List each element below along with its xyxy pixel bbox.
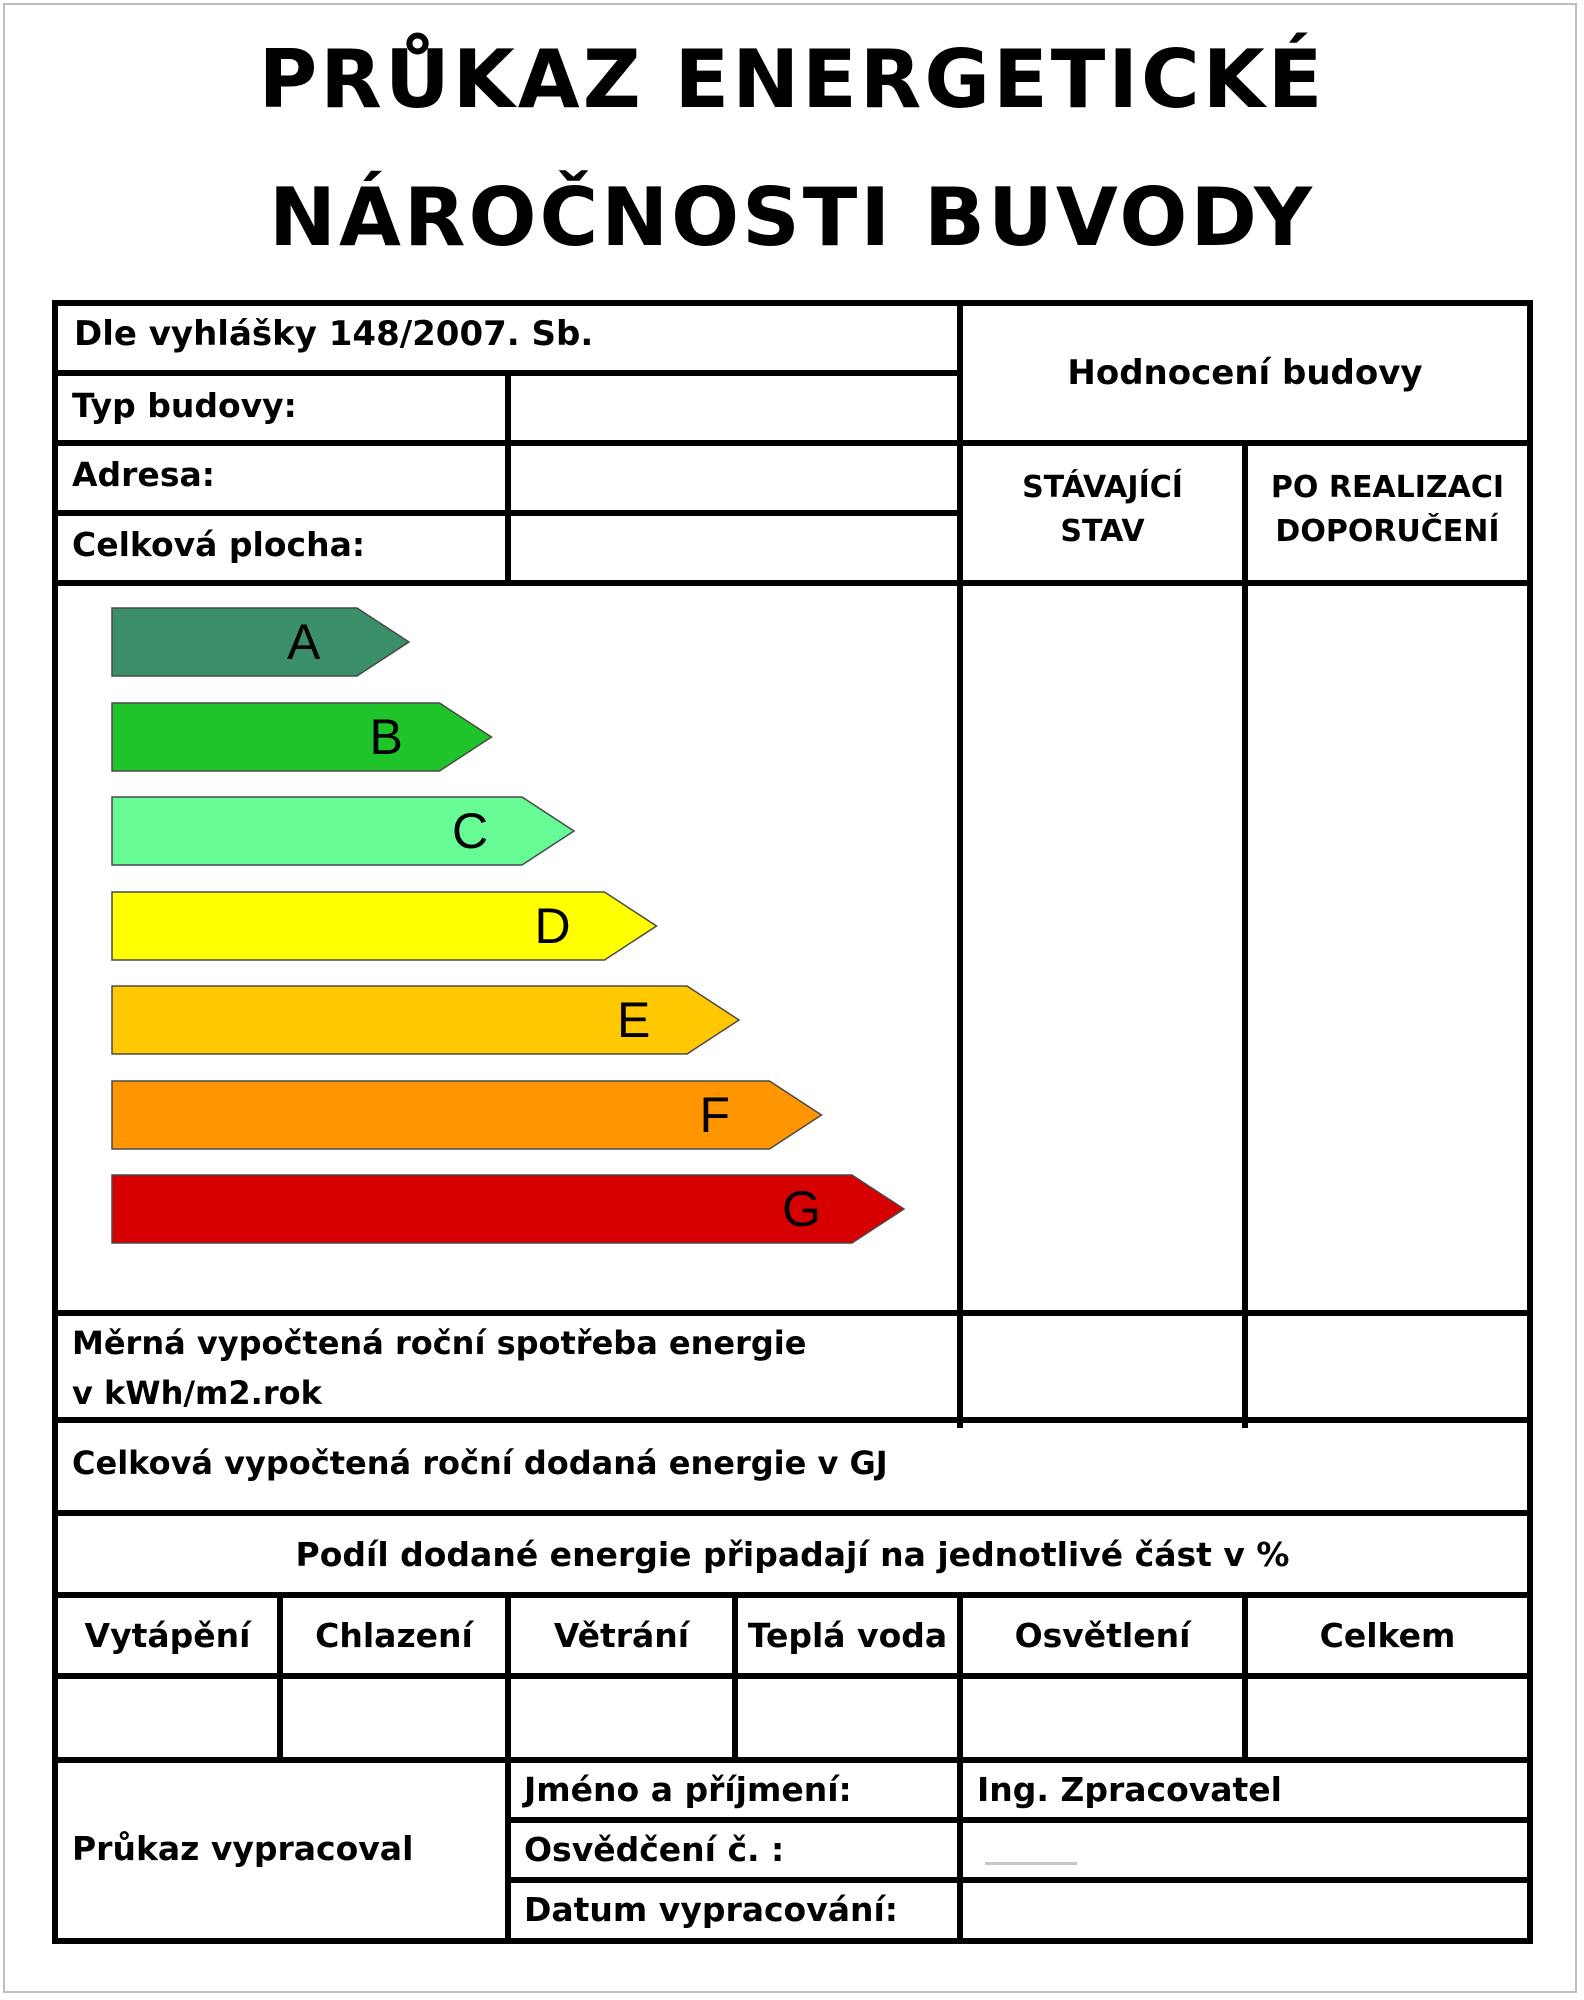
specific-consumption-label <box>72 1318 806 1418</box>
name-label: Jméno a příjmení: <box>524 1770 852 1809</box>
energy-class-g-arrow <box>112 1175 904 1243</box>
current-state-header <box>963 466 1242 554</box>
name-value: Ing. Zpracovatel <box>977 1770 1282 1809</box>
address-label: Adresa: <box>72 455 215 494</box>
divider <box>52 1310 1533 1316</box>
building-rating-title: Hodnocení budovy <box>1067 353 1423 393</box>
energy-class-e-arrow <box>112 986 739 1054</box>
after-recommendation-header-line-1: PO REALIZACI <box>1270 470 1505 505</box>
energy-class-c-arrow <box>112 797 574 865</box>
energy-class-c-letter: C <box>452 803 489 859</box>
table-border-right <box>1527 300 1533 1944</box>
document-title-line-1: PRŮKAZ ENERGETICKÉ <box>258 33 1326 126</box>
energy-class-b-arrow <box>112 703 492 771</box>
energy-class-b-letter: B <box>369 708 403 765</box>
regulation-label: Dle vyhlášky 148/2007. Sb. <box>74 314 594 354</box>
after-recommendation-header <box>1248 466 1527 554</box>
divider <box>505 1877 1533 1883</box>
table-border-left <box>52 300 58 1944</box>
current-state-header-line-2: STAV <box>1060 514 1145 549</box>
divider <box>505 370 511 586</box>
energy-share-title: Podíl dodané energie připadají na jednotlivé část v % <box>295 1534 1290 1574</box>
prepared-by-label: Průkaz vypracoval <box>72 1829 414 1868</box>
energy-class-e-letter: E <box>617 992 651 1048</box>
share-col-ventilation: Větrání <box>553 1616 690 1655</box>
energy-class-a-arrow <box>112 608 409 676</box>
energy-class-g-letter: G <box>782 1181 821 1237</box>
certificate-label: Osvědčení č. : <box>524 1830 785 1869</box>
share-col-total: Celkem <box>1319 1616 1456 1655</box>
total-energy-label: Celková vypočtená roční dodaná energie v GJ <box>72 1444 888 1482</box>
share-col-heating: Vytápění <box>84 1616 251 1655</box>
share-col-hot-water: Teplá voda <box>747 1616 948 1655</box>
document-title-line-2: NÁROČNOSTI BUVODY <box>269 171 1315 264</box>
energy-class-f-letter: F <box>699 1086 731 1143</box>
energy-class-d-arrow <box>112 892 657 960</box>
energy-class-f-arrow <box>112 1081 822 1149</box>
divider <box>52 1673 1533 1679</box>
building-type-label: Typ budovy: <box>72 386 297 425</box>
divider <box>1242 440 1248 1428</box>
energy-class-d-letter: D <box>534 897 571 954</box>
divider <box>52 440 1533 446</box>
current-state-header-line-1: STÁVAJÍCÍ <box>1022 470 1183 505</box>
date-label: Datum vypracování: <box>524 1890 899 1929</box>
divider <box>505 1817 1533 1823</box>
divider <box>52 580 1533 586</box>
divider <box>52 1757 1533 1763</box>
certificate-number-scribble <box>985 1862 1077 1865</box>
share-col-cooling: Chlazení <box>315 1616 473 1655</box>
specific-consumption-line-2: v kWh/m2.rok <box>72 1374 322 1412</box>
area-label: Celková plocha: <box>72 525 366 564</box>
share-col-lighting: Osvětlení <box>1014 1616 1191 1655</box>
after-recommendation-header-line-2: DOPORUČENÍ <box>1275 514 1500 549</box>
specific-consumption-line-1: Měrná vypočtená roční spotřeba energie <box>72 1324 807 1362</box>
table-border-bottom <box>52 1938 1533 1944</box>
energy-class-a-letter: A <box>287 614 321 670</box>
